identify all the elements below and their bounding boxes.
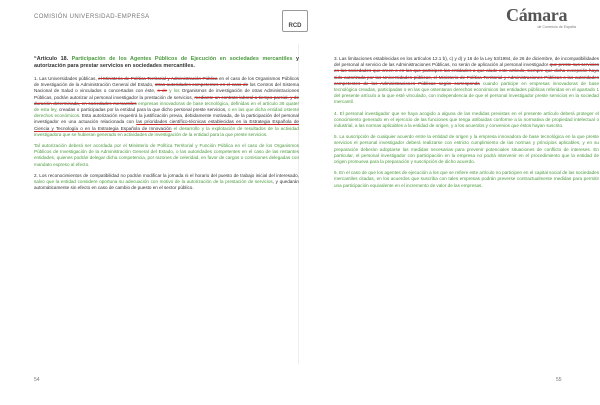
text-run: los Centros del Sistema Nacional de Salud o vinculados o concertados con éste, (34, 82, 300, 94)
text-run: o de (157, 88, 168, 94)
text-run: 4. El personal investigador que se haya acogido a alguna de las medidas previstas en el presente artículo deberá proteger el conocimiento generado en el ejercicio de las funciones que tenga atribuidas conforme a la normativa de propiedad intelectual o industrial, a las normas aplicables a la entidad de origen, y a los acuerdos y convenios que éstos hayan suscrito. (334, 110, 599, 129)
text-run: las prioridades científico-técnicas establecidas en la Estrategia Española de Ciencia y Tecnología o en la Estrategia Española de Innovación (34, 119, 299, 131)
article-title-rest: y autorización para prestar servicios en sociedades mercantiles. (34, 56, 300, 69)
text-run: el Ministerio de Política Territorial y Administración Pública (98, 76, 218, 81)
text-run: Organismos de investigación de otras Administraciones Públicas, podrán autorizar al personal investigador la prestación de servicios, (34, 88, 299, 100)
article-title-lead: “Artículo 18. (34, 56, 69, 62)
article-title (34, 56, 299, 70)
paragraph (34, 76, 299, 138)
text-run: salvo que la entidad considere oportuna su adecuación con motivo de la autorización de la prestación de servicios (34, 179, 273, 185)
text-run: 6. En el caso de que los agentes de ejecución a los que se refiere este artículo no participen en el capital social de las sociedades mercantiles citadas, en los acuerdos que suscriba con tales empresas podrán preverse contractualmente medidas para permitir una participación equivalente en el incremento de valor de las empresas. (334, 170, 599, 188)
paragraph (334, 134, 599, 165)
text-run: que preste sus servicios en las sociedades que creen o en las que participen las entidades a que alude este artículo, siempre que dicha excepción haya sido autorizada por las Universidades públicas, el Ministerio de Política Territorial y Administraciones Públicas o las autoridades competentes de las Administraciones Públicas según corresponda (334, 62, 599, 86)
right-page-column (334, 56, 599, 194)
paragraph (334, 170, 599, 189)
text-run: en el caso de los Organismos Públicos de Investigación de la Administración General del Estado, (34, 76, 299, 88)
paragraph (334, 111, 599, 130)
text-run: 1. Las Universidades públicas, (34, 76, 99, 81)
camara-logo-subtitle: de Comercio de España (537, 25, 576, 29)
left-page-column (34, 56, 299, 196)
text-run: . Esta autorización requerirá la justificación previa, debidamente motivada, de la participación del personal investigador en una actuación relacionada con (34, 113, 300, 125)
text-run: y los (167, 88, 180, 94)
text-run: Tal autorización deberá ser acordada por el Ministerio de Política Territorial y Función Pública en el caso de los Organismos Públicos de Investigación de la Administración General del Estado, o las autoridades competentes en el caso de las restantes entidades, quienes podrán delegar dicha competencia, por razones de celeridad, en favor de cargos o comisiones delegadas con mandato expreso al efecto. (34, 143, 299, 167)
page-number-left: 54 (34, 377, 40, 383)
text-run: o en las que dicha entidad ostente derechos económicos (34, 107, 299, 119)
text-run: 2. Los reconocimientos de compatibilidad no podrán modificar la jornada ni el horario del puesto de trabajo inicial del interesado, (34, 172, 299, 178)
camara-logo-word: Cámara (506, 5, 568, 25)
article-title-green: Participación de los Agentes Públicos de Ejecución en sociedades mercantiles (71, 56, 293, 62)
text-run: 5. La suscripción de cualquier acuerdo entre la entidad de origen y la empresa innovadora de base tecnológica en la que preste servicios el personal investigador deberá realizarse con estricto cumplimiento de las normas y principios aplicables, y en su preparación deberán adoptarse las medidas necesarias para prevenir potenciales situaciones de conflicto de intereses. En particular, el personal investigador con participación en la empresa no podrá intervenir en el procedimiento que la entidad de origen promueva para la preparación y suscripción de dicho acuerdo. (334, 134, 599, 165)
rcd-logo: RCD (282, 10, 308, 32)
paragraph (334, 56, 599, 106)
text-run: empresas innovadoras de base tecnológica, definidas en el artículo 36 quater de esta ley, (34, 100, 299, 113)
document-header-title: COMISIÓN UNIVERSIDAD-EMPRESA (34, 14, 150, 20)
paragraph (34, 173, 299, 192)
text-run: creadas o participadas por la entidad para la que dicho personal preste servicios, (57, 107, 228, 113)
text-run: 3. Las limitaciones establecidas en los artículos 12.1 b), c) y d) y 16 de la Ley 53/1984, de 26 de diciembre, de incompatibilidades del personal al servicio de las Administraciones Públicas, no serán de aplicación al personal investigador (334, 56, 599, 68)
text-run: el desarrollo y la explotación de resultados de la actividad investigadora que se hubieran generado en actividades de investigación de la entidad para la que preste servicios. (34, 125, 299, 137)
camara-logo (506, 6, 576, 34)
paragraph (34, 143, 299, 168)
text-run: , y quedarán automáticamente sin efecto en caso de cambio de puesto en el sector público. (34, 179, 299, 191)
text-run: mediante un contrato laboral a tiempo parcial, y de duración determinada, en sociedades mercantiles (34, 94, 299, 106)
page-number-right: 55 (556, 377, 562, 383)
text-run: cuando participe en empresas innovadoras de base tecnológica creadas, participadas o en las que ostentaran derechos económicos las entidades públicas referidas en el apartado 1 del presente artículo a la que esté vinculado, con independencia de que el personal investigador preste servicios en la sociedad mercantil. (334, 80, 599, 105)
text-run: otras autoridades competentes en el caso de (154, 82, 249, 88)
